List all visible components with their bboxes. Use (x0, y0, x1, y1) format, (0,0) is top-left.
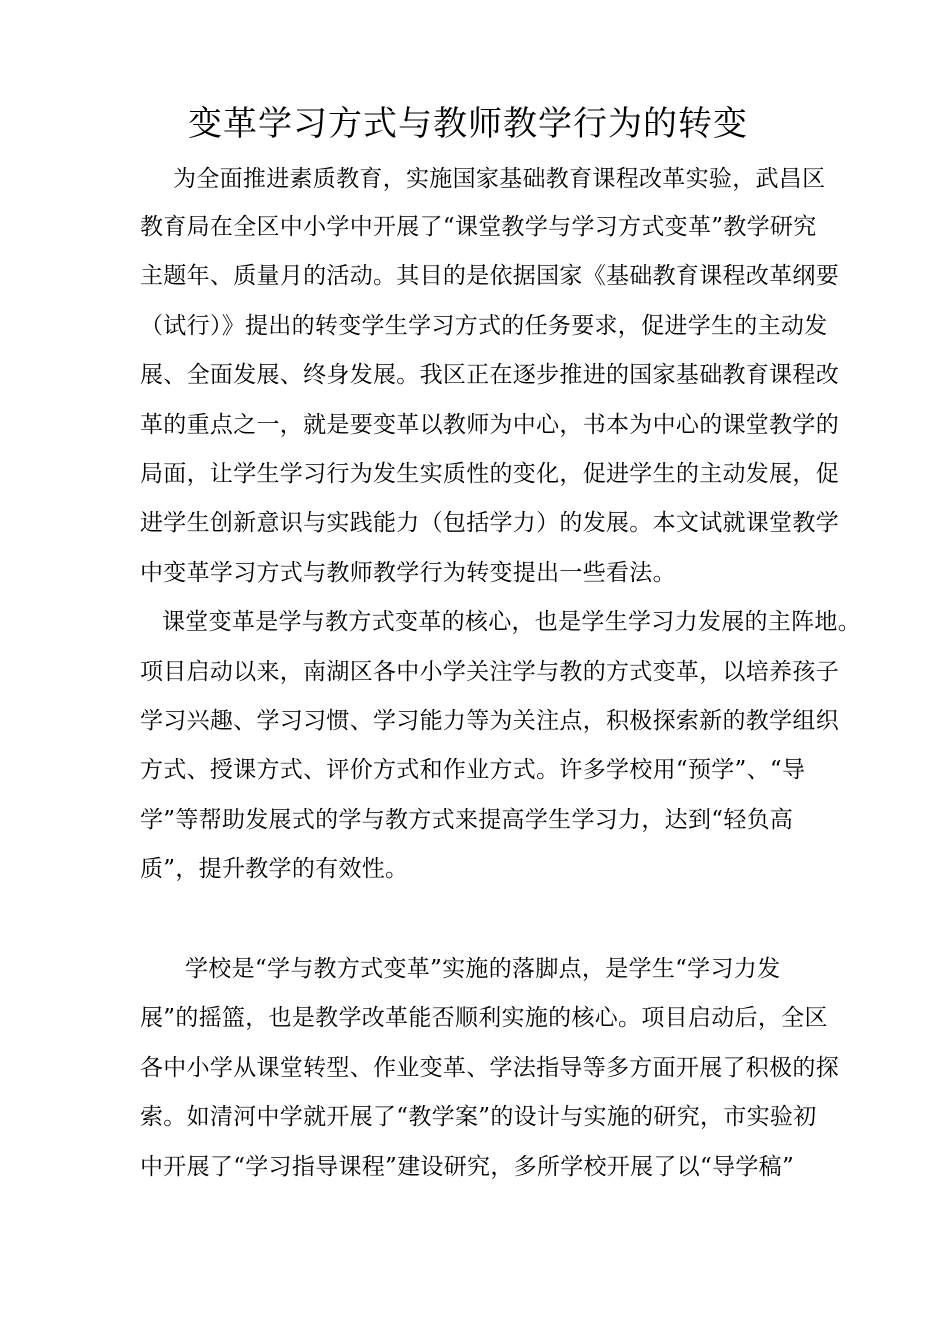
paragraph-1-line: 主题年、质量月的活动。其目的是依据国家《基础教育课程改革纲要 (140, 263, 839, 289)
paragraph-1-line: 为全面推进素质教育，实施国家基础教育课程改革实验，武昌区 (173, 166, 826, 192)
paragraph-1-line: 展、全面发展、终身发展。我区正在逐步推进的国家基础教育课程改 (140, 362, 839, 388)
document-title: 变革学习方式与教师教学行为的转变 (188, 104, 748, 144)
paragraph-2-line: 学”等帮助发展式的学与教方式来提高学生学习力，达到“轻负高 (140, 807, 794, 833)
paragraph-2-line: 学习兴趣、学习习惯、学习能力等为关注点，积极探索新的教学组织 (140, 708, 839, 734)
paragraph-1-line: 中变革学习方式与教师教学行为转变提出一些看法。 (140, 560, 676, 586)
paragraph-3-line: 索。如清河中学就开展了“教学案”的设计与实施的研究，市实验初 (140, 1104, 817, 1130)
paragraph-1-line: （试行）》提出的转变学生学习方式的任务要求，促进学生的主动发 (140, 313, 828, 339)
paragraph-3-line: 展”的摇篮，也是教学改革能否顺利实施的核心。项目启动后，全区 (140, 1005, 828, 1031)
paragraph-3-line: 学校是“学与教方式变革”实施的落脚点，是学生“学习力发 (185, 956, 781, 982)
paragraph-1-line: 进学生创新意识与实践能力（包括学力）的发展。本文试就课堂教学 (140, 510, 839, 536)
paragraph-1-line: 局面，让学生学习行为发生实质性的变化，促进学生的主动发展，促 (140, 461, 839, 487)
paragraph-2-line: 质”，提升教学的有效性。 (140, 856, 409, 882)
paragraph-2-line: 方式、授课方式、评价方式和作业方式。许多学校用“预学”、“导 (140, 757, 806, 783)
paragraph-1-line: 教育局在全区中小学中开展了“课堂教学与学习方式变革”教学研究 (140, 214, 817, 240)
paragraph-3-line: 中开展了“学习指导课程”建设研究，多所学校开展了以“导学稿” (140, 1154, 795, 1180)
paragraph-3-line: 各中小学从课堂转型、作业变革、学法指导等多方面开展了积极的探 (140, 1055, 839, 1081)
paragraph-2-line: 课堂变革是学与教方式变革的核心，也是学生学习力发展的主阵地。 (162, 609, 861, 635)
paragraph-2-line: 项目启动以来，南湖区各中小学关注学与教的方式变革，以培养孩子 (140, 659, 839, 685)
paragraph-1-line: 革的重点之一，就是要变革以教师为中心，书本为中心的课堂教学的 (140, 412, 839, 438)
